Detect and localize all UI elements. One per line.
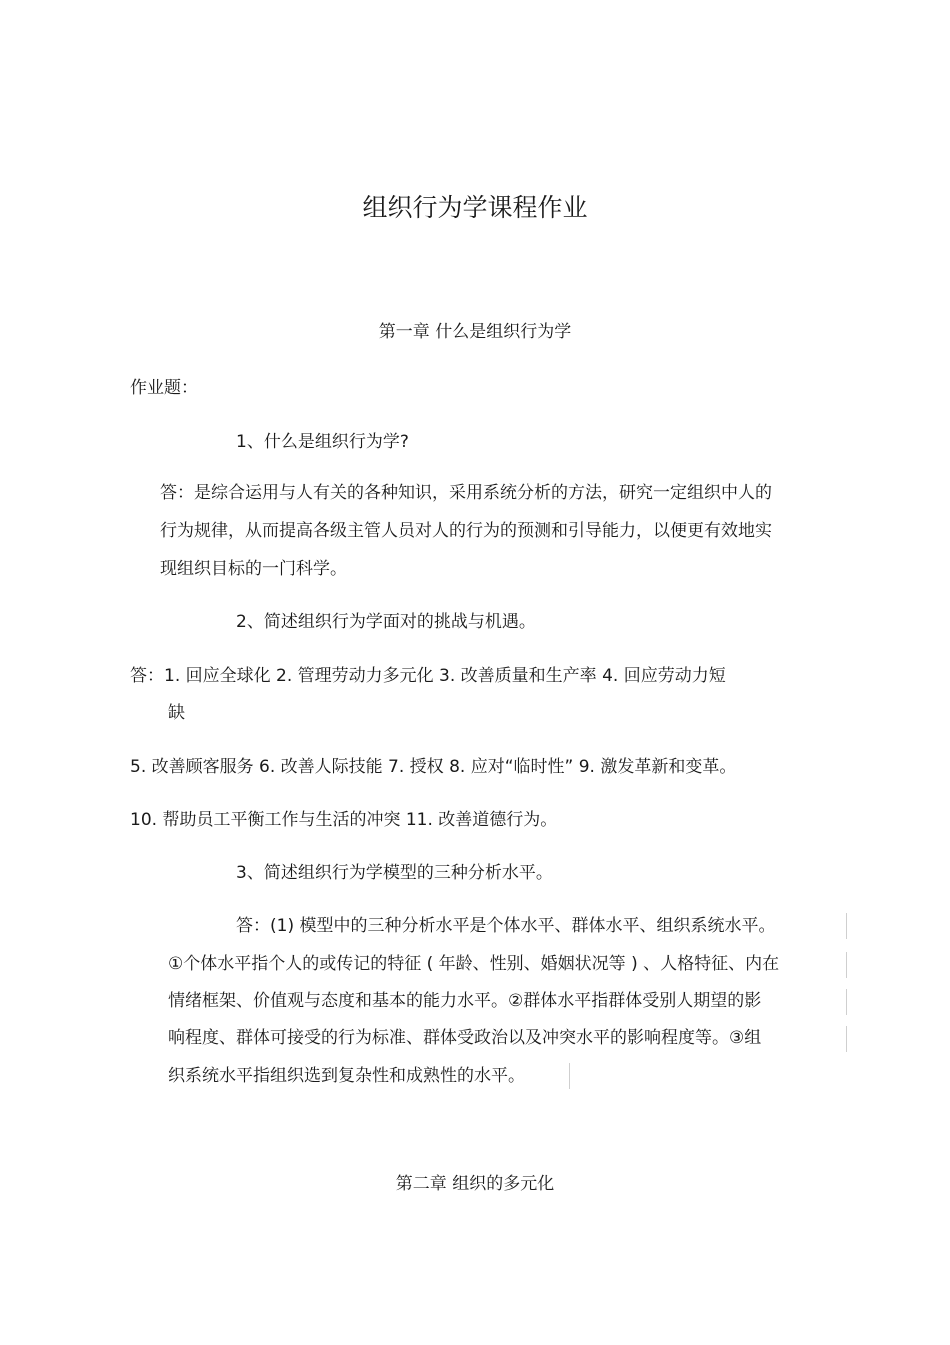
document-title: 组织行为学课程作业 — [362, 193, 588, 222]
question-1: 1、什么是组织行为学? — [236, 432, 409, 452]
answer-1-line-3: 现组织目标的一门科学。 — [160, 559, 347, 579]
question-2: 2、简述组织行为学面对的挑战与机遇。 — [236, 612, 536, 632]
text-frame-edge — [846, 952, 847, 978]
answer-2-line-1: 答：1. 回应全球化 2. 管理劳动力多元化 3. 改善质量和生产率 4. 回应劳动力短 — [130, 666, 726, 686]
answer-3-line-4: 响程度、群体可接受的行为标准、群体受政治以及冲突水平的影响程度等。③组 — [168, 1028, 762, 1048]
answer-2-line-3: 5. 改善顾客服务 6. 改善人际技能 7. 授权 8. 应对“临时性” 9. 激发革新和变革。 — [130, 757, 737, 777]
homework-label: 作业题： — [130, 378, 198, 398]
text-frame-edge — [569, 1063, 570, 1089]
chapter-1-heading: 第一章 什么是组织行为学 — [378, 322, 572, 342]
answer-3-line-2: ①个体水平指个人的或传记的特征 ( 年龄、性别、婚姻状况等 ) 、人格特征、内在 — [168, 954, 780, 974]
answer-2-line-4: 10. 帮助员工平衡工作与生活的冲突 11. 改善道德行为。 — [130, 810, 558, 830]
answer-3-line-1: 答：(1) 模型中的三种分析水平是个体水平、群体水平、组织系统水平。 — [236, 916, 776, 936]
answer-3-line-3: 情绪框架、价值观与态度和基本的能力水平。②群体水平指群体受别人期望的影 — [168, 991, 762, 1011]
answer-1-line-2: 行为规律，从而提高各级主管人员对人的行为的预测和引导能力，以便更有效地实 — [160, 521, 772, 541]
text-frame-edge — [846, 1026, 847, 1052]
answer-1-line-1: 答：是综合运用与人有关的各种知识，采用系统分析的方法，研究一定组织中人的 — [160, 483, 772, 503]
text-frame-edge — [846, 989, 847, 1015]
question-3: 3、简述组织行为学模型的三种分析水平。 — [236, 863, 553, 883]
chapter-2-heading: 第二章 组织的多元化 — [395, 1174, 555, 1194]
text-frame-edge — [846, 913, 847, 939]
answer-3-line-5: 织系统水平指组织选到复杂性和成熟性的水平。 — [168, 1066, 525, 1086]
answer-2-line-2: 缺 — [168, 703, 185, 723]
